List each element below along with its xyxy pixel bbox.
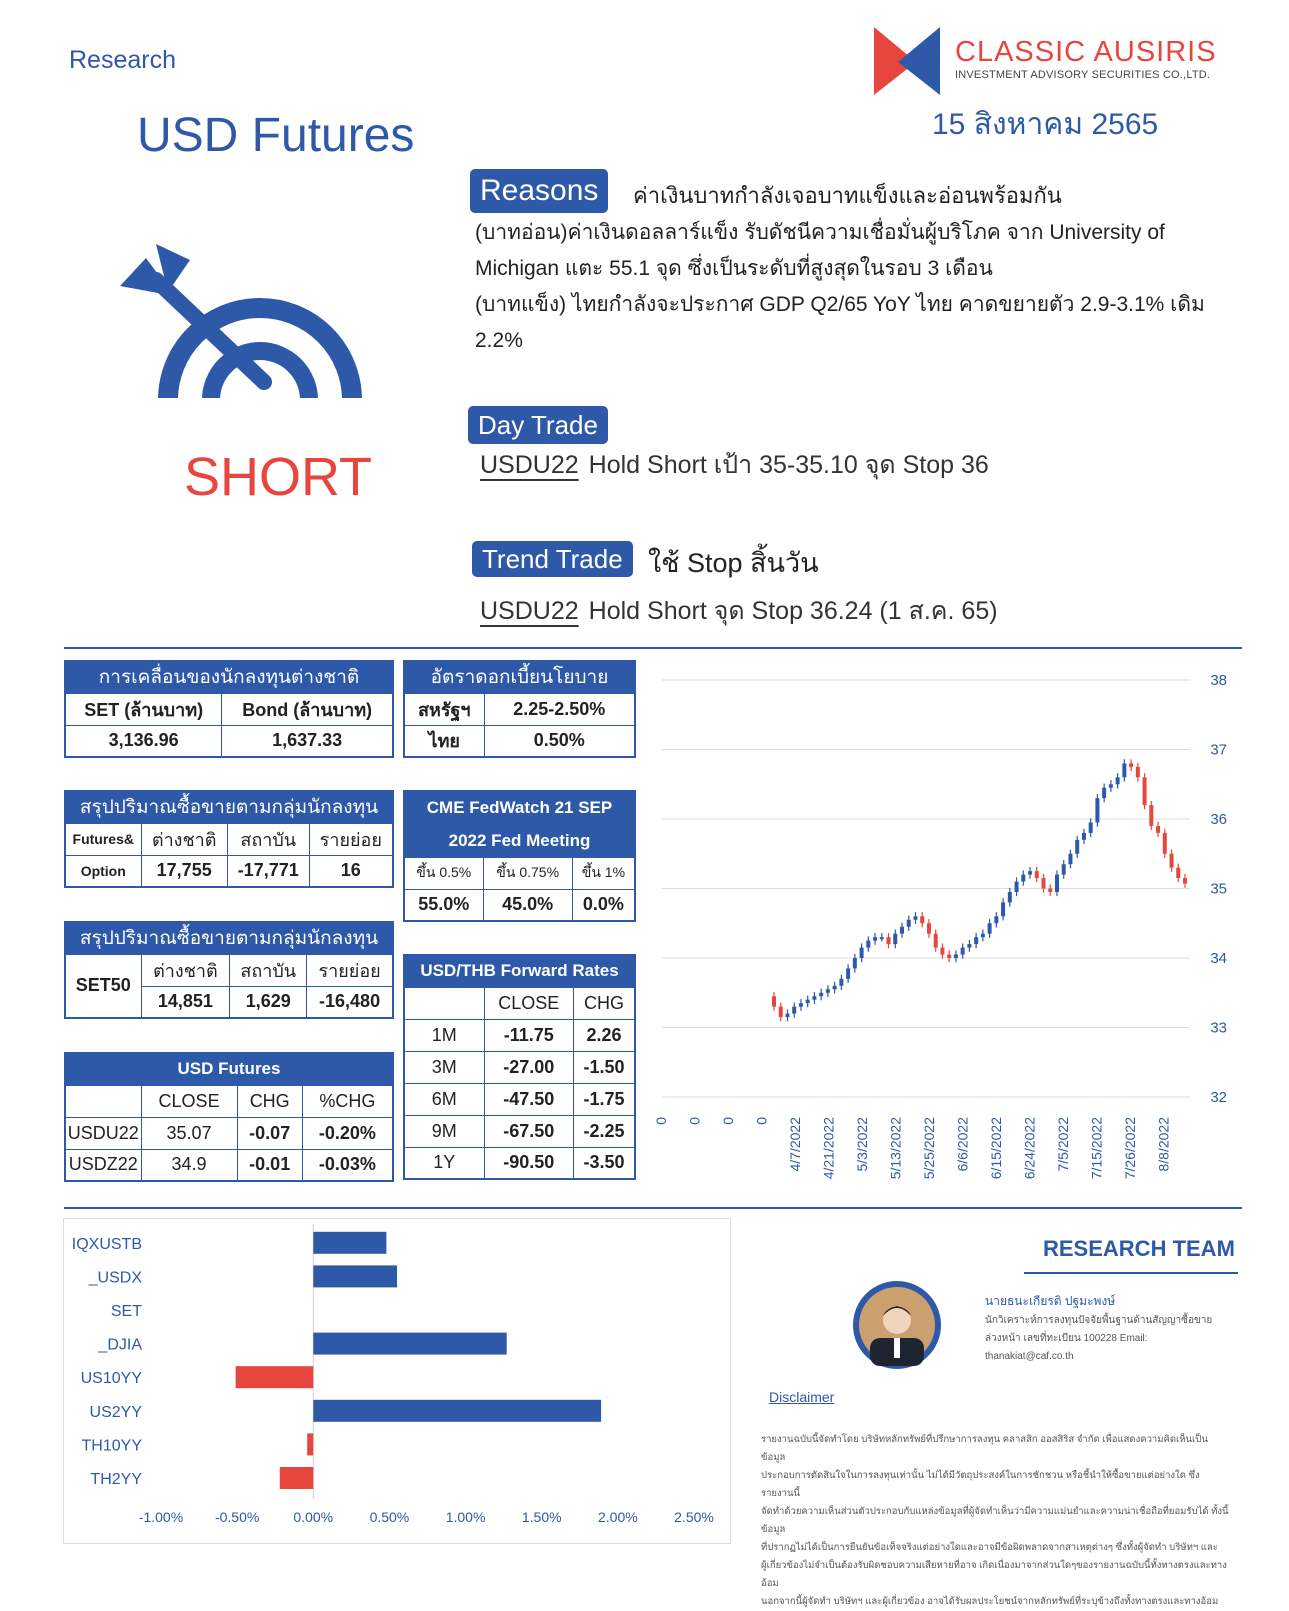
candle-body [1042,878,1046,888]
bar [307,1433,313,1455]
cell: -17,771 [227,855,309,887]
disclaimer-label: Disclaimer [769,1389,835,1405]
candle-body [1008,892,1012,902]
x-tick-label: 6/6/2022 [954,1117,971,1172]
table-title: CME FedWatch 21 SEP [404,791,635,824]
col-header: สถาบัน [230,954,307,986]
x-tick-label: 5/3/2022 [854,1117,870,1172]
analyst-avatar [850,1278,944,1372]
section-label: Research [69,46,176,74]
x-tick-label: 6/24/2022 [1021,1117,1038,1180]
reasons-headline: ค่าเงินบาทกำลังเจอบาทแข็งและอ่อนพร้อมกัน [633,183,1062,208]
usd-candlestick-chart [650,655,1240,1200]
candle-body [1082,833,1086,840]
market-change-bar-chart [63,1218,731,1544]
bar [313,1232,386,1254]
candle-body [785,1014,789,1017]
fedwatch-table [403,790,636,922]
x-tick-label: 5/25/2022 [921,1117,937,1180]
candle-body [1170,854,1174,868]
cell: 2.25-2.50% [484,693,635,725]
candle-body [981,934,985,937]
col-header: รายย่อย [309,823,393,855]
brand-subtitle: INVESTMENT ADVISORY SECURITIES CO.,LTD. [955,69,1211,81]
y-tick-label: 36 [1210,811,1227,828]
x-tick-label: 5/13/2022 [887,1117,904,1180]
category-label: SET [110,1303,142,1320]
x-tick-label: 0 [753,1117,770,1125]
candle-body [887,937,891,944]
report-date: 15 สิงหาคม 2565 [932,108,1159,141]
row-label: ไทย [404,725,484,757]
cell: 45.0% [483,889,572,921]
reasons-label: Reasons [470,169,608,213]
candle-body [792,1007,796,1014]
x-tick-label: 6/15/2022 [988,1117,1004,1180]
col-header: CLOSE [141,1085,237,1117]
col-header: CHG [574,987,635,1019]
bar [280,1467,314,1489]
cell: 17,755 [141,855,227,887]
candle-body [772,996,776,1006]
candle-body [1129,763,1133,766]
category-label: IQXUSTB [71,1235,142,1253]
col-header: CLOSE [484,987,574,1019]
trend-trade-line [480,591,998,631]
category-label: US2YY [89,1403,142,1421]
x-tick-label: 0.50% [369,1509,410,1525]
day-trade-text: Hold Short เป้า 35-35.10 จุด Stop 36 [588,451,989,479]
cell: 16 [309,855,393,887]
table-title: อัตราดอกเบี้ยนโยบาย [404,661,635,693]
signal-short: SHORT [184,447,373,507]
cell: -3.50 [574,1147,635,1179]
candle-body [974,937,978,944]
candle-body [1149,805,1153,826]
bar [313,1265,397,1287]
candle-body [1109,784,1113,787]
divider [1024,1272,1238,1274]
x-tick-label: 0.00% [293,1509,334,1525]
candle-body [1122,763,1126,777]
trend-trade-symbol: USDU22 [480,597,579,625]
y-tick-label: 32 [1210,1089,1227,1106]
futures-summary-table [64,790,394,888]
forward-rates-table [403,954,636,1180]
analyst-name: นายธนะเกียรติ ปฐมะพงษ์ [985,1294,1116,1308]
candle-body [860,948,864,958]
target-arrow-icon [116,240,366,410]
candle-body [1163,833,1167,854]
y-tick-label: 33 [1210,1019,1227,1037]
candle-body [1015,882,1019,892]
cell: -1.75 [574,1083,635,1115]
x-tick-label: -0.50% [214,1509,260,1525]
cell: -0.07 [237,1117,302,1149]
candle-body [1035,871,1039,878]
category-label: TH10YY [81,1437,142,1455]
bar [313,1333,506,1355]
reasons-body [475,215,1255,359]
cell: -27.00 [484,1051,574,1083]
tenor: 6M [404,1083,484,1115]
usd-futures-table [64,1052,394,1182]
cell: -47.50 [484,1083,574,1115]
y-tick-label: 35 [1210,880,1227,898]
table-title: USD/THB Forward Rates [404,955,635,987]
x-tick-label: 2.50% [674,1509,714,1525]
x-tick-label: 0 [720,1117,736,1125]
tenor: 3M [404,1051,484,1083]
cell: -90.50 [484,1147,574,1179]
candle-body [1156,826,1160,833]
candle-body [866,941,870,948]
candle-body [1068,854,1072,864]
x-tick-label: 0 [686,1117,703,1125]
tenor: 1M [404,1019,484,1051]
y-tick-label: 37 [1210,741,1227,759]
table-title: สรุปปริมาณซื้อขายตามกลุ่มนักลงทุน [65,791,393,823]
candle-body [927,923,931,933]
x-tick-label: 1.00% [445,1509,486,1525]
candle-body [947,955,951,958]
cell: 1,629 [230,986,307,1018]
trend-trade-text: Hold Short จุด Stop 36.24 (1 ส.ค. 65) [588,597,998,625]
cell: -1.50 [574,1051,635,1083]
disclaimer-line: ผู้เกี่ยวข้องไม่จำเป็นต้องรับผิดชอบความเสียหายที่อาจ เกิดเนื่องมาจากส่วนใดๆของรายงานฉบับนี้ทั้งทางตรงและทางอ้อม [761,1560,1227,1589]
y-tick-label: 34 [1210,950,1227,967]
col-header: ขึ้น 0.75% [483,857,572,889]
candle-body [846,968,850,978]
candle-body [853,958,857,968]
x-tick-label: 8/8/2022 [1155,1117,1172,1172]
candle-body [819,993,823,996]
candle-body [833,986,837,989]
symbol: USDZ22 [65,1149,141,1181]
cell: 2.26 [574,1019,635,1051]
x-tick-label: 7/15/2022 [1088,1117,1105,1180]
divider [64,1207,1242,1209]
row-label: Option [65,855,141,887]
x-tick-label: -1.00% [138,1509,184,1525]
row-label: SET50 [65,954,141,1018]
candle-body [1102,788,1106,798]
cell: -16,480 [307,986,393,1018]
candle-body [961,948,965,955]
candle-body [1021,875,1025,882]
foreign-flow-table [64,660,394,758]
table-subtitle: 2022 Fed Meeting [404,824,635,857]
candle-body [1089,822,1093,832]
candle-body [954,955,958,958]
candle-body [1048,889,1052,892]
category-label: _USDX [88,1269,142,1287]
cell: 0.0% [572,889,635,921]
table-title: สรุปปริมาณซื้อขายตามกลุ่มนักลงทุน [65,922,393,954]
candle-body [880,937,884,939]
cell: 3,136.96 [65,725,222,757]
brand-name: CLASSIC AUSIRIS [955,36,1217,68]
table-title: USD Futures [65,1053,393,1085]
cell: -0.20% [302,1117,393,1149]
candle-body [940,948,944,955]
candle-body [799,1003,803,1006]
col-header: ต่างชาติ [141,954,230,986]
category-label: US10YY [80,1370,142,1388]
analyst-role: นักวิเคราะห์การลงทุนปัจจัยพื้นฐานด้านสัญญาซื้อขาย [985,1315,1213,1326]
day-trade-symbol: USDU22 [480,451,579,479]
candle-body [779,1007,783,1017]
disclaimer-line: รายงานฉบับนี้จัดทำโดย บริษัทหลักทรัพย์ที่ปรึกษาการลงทุน คลาสสิก ออสสิริส จำกัด เพื่อแสดงความคิดเห็นเป็นข้อมูล [761,1434,1208,1463]
x-tick-label: 7/26/2022 [1122,1117,1138,1180]
candle-body [839,979,843,986]
policy-rate-table [403,660,636,758]
candle-body [1116,777,1120,784]
col-header: SET (ล้านบาท) [65,693,222,725]
col-header: %CHG [302,1085,393,1117]
disclaimer-line: นอกจากนี้ผู้จัดทำ บริษัทฯ และผู้เกี่ยวข้อง อาจได้รับผลประโยชน์จากหลักทรัพย์ที่ระบุข้างถึงทั้งทางตรงและทางอ้อม [761,1596,1219,1607]
disclaimer-line: จัดทำด้วยความเห็นส่วนตัวประกอบกับแหล่งข้อมูลที่ผู้จัดทำเห็นว่ามีความแม่นยำและความน่าเชื่อถือที่ยอมรับได้ ทั้งนี้ข้อมูล [761,1506,1229,1535]
cell: -67.50 [484,1115,574,1147]
candle-body [907,920,911,927]
candle-body [826,989,830,992]
analyst-details [985,1312,1215,1366]
disclaimer-line: ที่ปรากฏไม่ได้เป็นการยืนยันข้อเท็จจริงแต่อย่างใดและอาจมีข้อผิดพลาดจากสาเหตุต่างๆ ซึ่งทั้งผู้จัดทำ บริษัทฯ และ [761,1542,1218,1553]
page-title: USD Futures [137,109,415,162]
candle-body [1028,871,1032,874]
cell: 14,851 [141,986,230,1018]
candle-body [1062,864,1066,874]
candle-body [967,944,971,947]
candle-body [1143,777,1147,805]
tenor: 9M [404,1115,484,1147]
candle-body [1055,875,1059,892]
cell: 0.50% [484,725,635,757]
candle-body [920,916,924,923]
trend-trade-label: Trend Trade [472,541,633,577]
classic-ausiris-logo-icon [874,27,944,97]
row-label: สหรัฐฯ [404,693,484,725]
candle-body [1136,767,1140,777]
col-header: ขึ้น 0.5% [404,857,483,889]
reasons-line: 2.2% [475,329,523,352]
reasons-line: Michigan แตะ 55.1 จุด ซึ่งเป็นระดับที่สูงสุดในรอบ 3 เดือน [475,257,993,280]
trend-trade-tail: ใช้ Stop สิ้นวัน [648,548,819,578]
category-label: _DJIA [98,1336,142,1354]
disclaimer-line: ประกอบการตัดสินใจในการลงทุนเท่านั้น ไม่ได้มีวัตถุประสงค์ในการชักชวน หรือชี้นำให้ซื้อขายแต่อย่างใด ซึ่งรายงานนี้ [761,1470,1200,1499]
candle-body [994,916,998,923]
col-header: สถาบัน [227,823,309,855]
cell: -2.25 [574,1115,635,1147]
candle-body [934,934,938,948]
research-team-heading: RESEARCH TEAM [1043,1236,1235,1261]
x-tick-label: 4/7/2022 [787,1117,803,1172]
col-header: ต่างชาติ [141,823,227,855]
x-tick-label: 0 [653,1117,669,1125]
x-tick-label: 4/21/2022 [820,1117,837,1180]
candle-body [893,934,897,944]
x-tick-label: 2.00% [598,1509,638,1525]
y-tick-label: 38 [1210,672,1227,689]
x-tick-label: 1.50% [521,1509,562,1525]
symbol: USDU22 [65,1117,141,1149]
col-header: ขึ้น 1% [572,857,635,889]
col-header: Bond (ล้านบาท) [222,693,393,725]
reasons-line: (บาทแข็ง) ไทยกำลังจะประกาศ GDP Q2/65 YoY ไทย คาดขยายตัว 2.9-3.1% เดิม [475,293,1205,316]
analyst-email[interactable]: thanakiat@caf.co.th [985,1351,1074,1362]
candle-body [913,916,917,919]
reasons-line: (บาทอ่อน)ค่าเงินดอลลาร์แข็ง รับดัชนีความเชื่อมั่นผู้บริโภค จาก University of [475,221,1165,244]
day-trade-line [480,445,989,485]
candle-body [873,937,877,940]
cell: 35.07 [141,1117,237,1149]
candle-body [988,923,992,933]
tenor: 1Y [404,1147,484,1179]
bar [313,1400,601,1422]
disclaimer-text [761,1431,1231,1611]
category-label: TH2YY [90,1471,142,1488]
day-trade-label: Day Trade [468,406,608,444]
candle-body [900,927,904,934]
candle-body [812,996,816,999]
row-label: Futures& [65,823,141,855]
cell: 1,637.33 [222,725,393,757]
candle-body [1183,878,1187,884]
divider [64,647,1242,649]
analyst-license: ล่วงหน้า เลขที่ทะเบียน 100228 Email: [985,1333,1148,1344]
candle-body [1075,840,1079,854]
cell: -0.03% [302,1149,393,1181]
candle-body [1001,902,1005,916]
bar [236,1366,314,1388]
col-header: รายย่อย [307,954,393,986]
candle-body [1176,868,1180,878]
x-tick-label: 7/5/2022 [1055,1117,1071,1172]
candle-body [1095,798,1099,822]
table-title: การเคลื่อนของนักลงทุนต่างชาติ [65,661,393,693]
cell: 34.9 [141,1149,237,1181]
cell: -0.01 [237,1149,302,1181]
cell: 55.0% [404,889,483,921]
col-header: CHG [237,1085,302,1117]
set50-summary-table [64,921,394,1019]
cell: -11.75 [484,1019,574,1051]
candle-body [806,1000,810,1003]
